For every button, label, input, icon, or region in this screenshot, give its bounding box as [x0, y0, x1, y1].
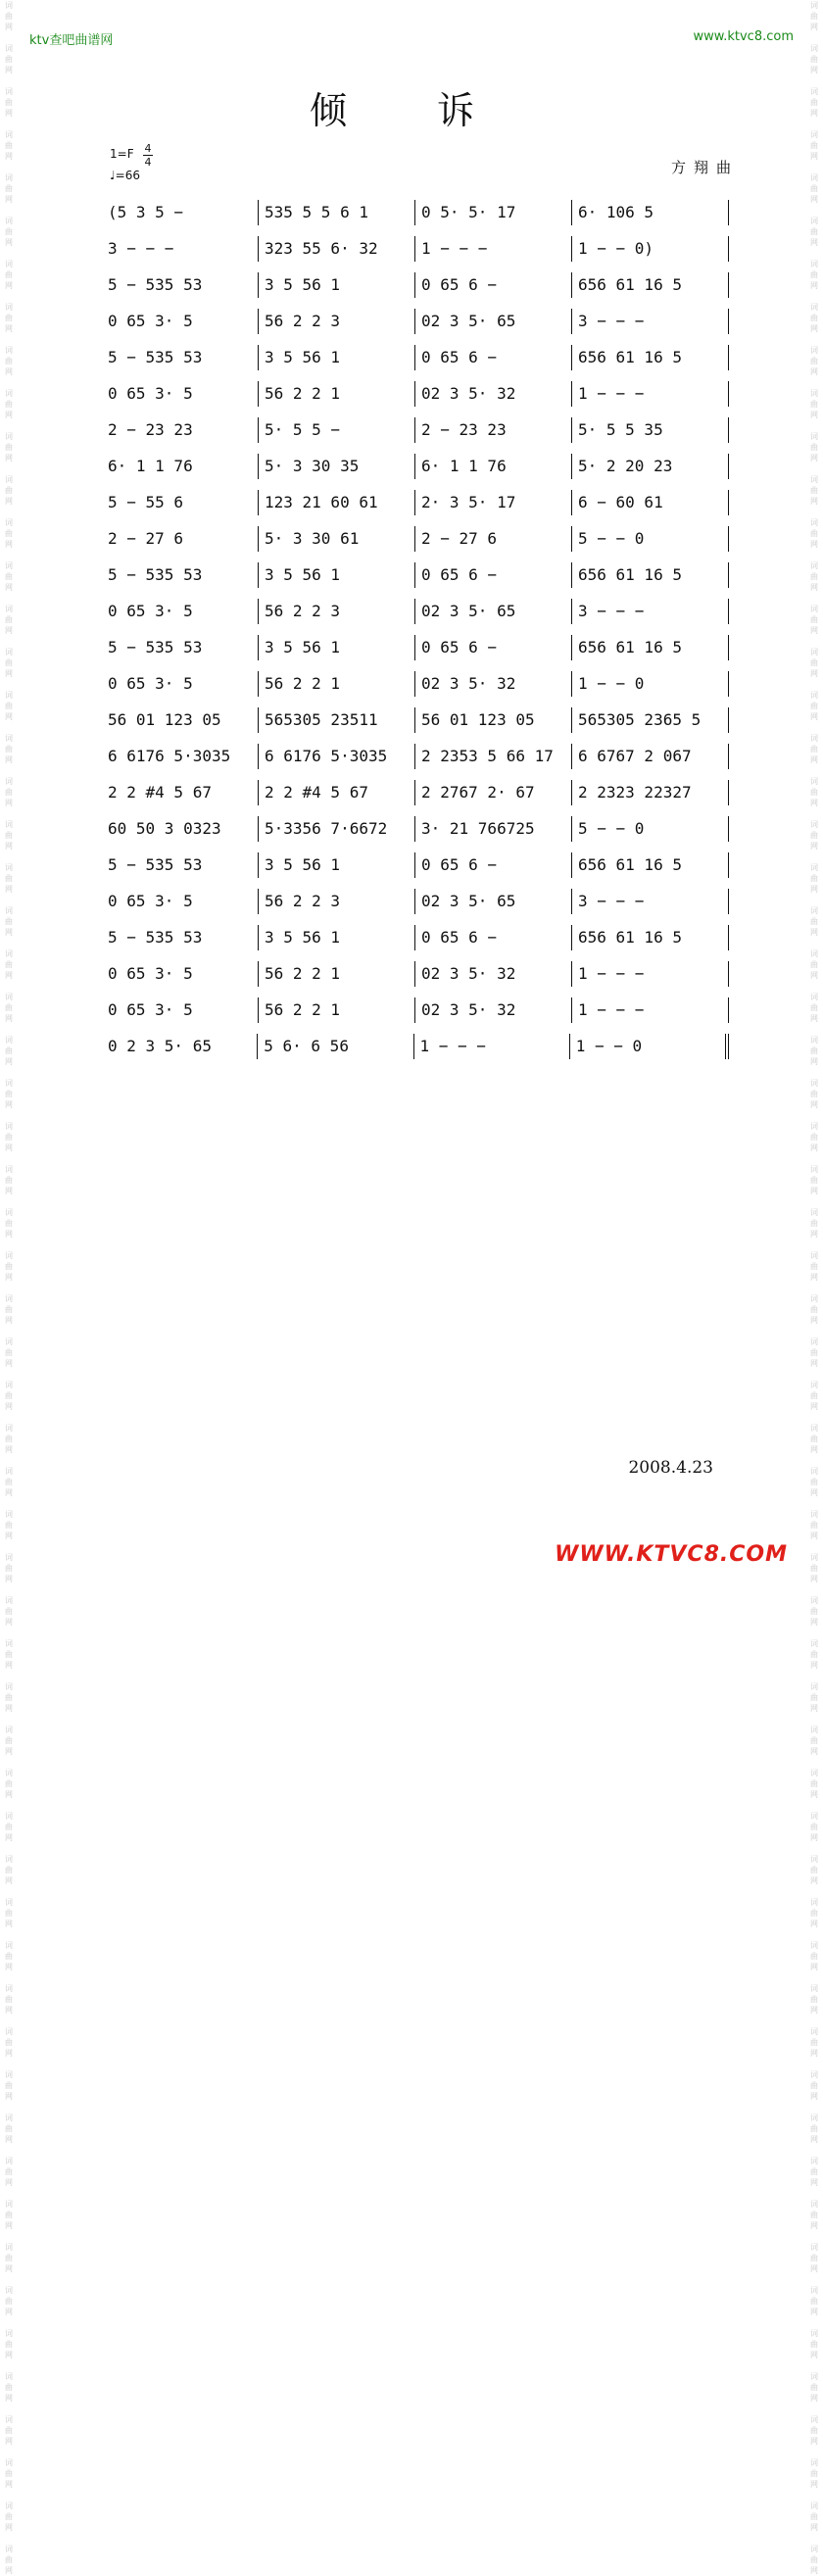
score-date: 2008.4.23 [628, 1458, 713, 1478]
measure: 56 2 2 3 [259, 309, 415, 334]
measure: 123 21 60 61 [259, 490, 415, 515]
score-line [102, 593, 729, 629]
score-line [102, 810, 729, 847]
score-line [102, 702, 729, 738]
side-watermark-right: 词 曲 网 词 曲 网 词 曲 网 词 曲 网 词 曲 网 词 曲 网 词 曲 网 词 曲 网 词 曲 网 词 曲 网 词 曲 网 词 曲 网 词 曲 网 词 曲 网 词 曲 网 词 曲 网 词 曲 网 词 曲 网 词 曲 网 词 曲 网 词 曲 网 词 曲 网 词 曲 网 词 曲 网 词 曲 网 词 曲 网 词 曲 网 词 曲 网 词 曲 网 词 曲 网 词 曲 网 词 曲 网 词 曲 网 词 曲 网 词 曲 网 词 曲 网 词 曲 网 词 曲 网 词 曲 网 词 曲 网 词 曲 网 词 曲 网 词 曲 网 词 曲 网 词 曲 网 词 曲 网 词 曲 网 词 曲 网 词 曲 网 词 曲 网 词 曲 网 词 曲 网 词 曲 网 词 曲 网 词 曲 网 词 曲 网 词 曲 网 词 曲 网 词 曲 网 词 曲 网 [810, 1, 818, 2575]
measure: 0 65 6 − [415, 852, 572, 878]
measure: 565305 23511 [259, 707, 415, 733]
measure: 2· 3 5· 17 [415, 490, 572, 515]
score-line [102, 194, 729, 230]
measure: 5 − 535 53 [102, 852, 259, 878]
measure: 1 − − − [572, 961, 729, 987]
measure: 6 − 60 61 [572, 490, 729, 515]
measure: 3 5 56 1 [259, 562, 415, 588]
measure: 5 − 55 6 [102, 490, 259, 515]
measure: 60 50 3 0323 [102, 816, 259, 842]
score-line [102, 303, 729, 339]
measure: 5 − 535 53 [102, 272, 259, 298]
score-line [102, 629, 729, 665]
score-line [102, 955, 729, 992]
measure: 565305 2365 5 [572, 707, 729, 733]
numbered-score [102, 194, 729, 1064]
measure: 5 − − 0 [572, 816, 729, 842]
measure: 1 − − 0) [572, 236, 729, 262]
measure: 6 6176 5·3035 [259, 744, 415, 769]
measure: 2 2323 22327 [572, 780, 729, 805]
measure: 1 − − − [572, 997, 729, 1023]
measure: 656 61 16 5 [572, 635, 729, 660]
measure: 3 − − − [572, 599, 729, 624]
score-line [102, 230, 729, 267]
measure: 0 65 6 − [415, 635, 572, 660]
measure: 2 2 #4 5 67 [259, 780, 415, 805]
song-title: 倾 诉 [309, 89, 514, 132]
score-line [102, 448, 729, 484]
measure: 56 2 2 1 [259, 381, 415, 407]
measure: 3 5 56 1 [259, 345, 415, 370]
score-line [102, 1028, 729, 1064]
measure: (5 3 5 − [102, 200, 259, 225]
score-line [102, 774, 729, 810]
footer-logo[interactable]: WWW.KTVC8.COM [555, 1542, 788, 1567]
site-name-left[interactable]: ktv查吧曲谱网 [29, 33, 114, 48]
score-line [102, 847, 729, 883]
measure: 2 2 #4 5 67 [102, 780, 259, 805]
time-signature [143, 142, 153, 169]
score-line [102, 267, 729, 303]
side-watermark-left: 词 曲 网 词 曲 网 词 曲 网 词 曲 网 词 曲 网 词 曲 网 词 曲 网 词 曲 网 词 曲 网 词 曲 网 词 曲 网 词 曲 网 词 曲 网 词 曲 网 词 曲 网 词 曲 网 词 曲 网 词 曲 网 词 曲 网 词 曲 网 词 曲 网 词 曲 网 词 曲 网 词 曲 网 词 曲 网 词 曲 网 词 曲 网 词 曲 网 词 曲 网 词 曲 网 词 曲 网 词 曲 网 词 曲 网 词 曲 网 词 曲 网 词 曲 网 词 曲 网 词 曲 网 词 曲 网 词 曲 网 词 曲 网 词 曲 网 词 曲 网 词 曲 网 词 曲 网 词 曲 网 词 曲 网 词 曲 网 词 曲 网 词 曲 网 词 曲 网 词 曲 网 词 曲 网 词 曲 网 词 曲 网 词 曲 网 词 曲 网 词 曲 网 词 曲 网 词 曲 网 [5, 1, 13, 2575]
score-line [102, 339, 729, 375]
measure: 323 55 6· 32 [259, 236, 415, 262]
score-line [102, 883, 729, 919]
measure: 5 − 535 53 [102, 635, 259, 660]
key-signature: 1=F [110, 147, 134, 161]
measure: 56 01 123 05 [102, 707, 259, 733]
meter-top: 4 [144, 142, 152, 155]
measure: 656 61 16 5 [572, 925, 729, 950]
measure: 3 − − − [572, 309, 729, 334]
measure: 1 − − − [572, 381, 729, 407]
site-url-right[interactable]: www.ktvc8.com [693, 29, 794, 44]
measure: 1 − − − [414, 1034, 570, 1059]
measure: 0 65 3· 5 [102, 671, 259, 697]
measure: 2 − 27 6 [415, 526, 572, 552]
measure: 5· 3 30 61 [259, 526, 415, 552]
measure: 6· 106 5 [572, 200, 729, 225]
measure: 2 − 23 23 [102, 417, 259, 443]
measure: 5 − 535 53 [102, 562, 259, 588]
measure: 5 − 535 53 [102, 345, 259, 370]
measure: 0 2 3 5· 65 [102, 1034, 258, 1059]
measure: 0 65 3· 5 [102, 309, 259, 334]
measure: 1 − − 0 [570, 1034, 729, 1059]
score-line [102, 992, 729, 1028]
measure: 02 3 5· 65 [415, 309, 572, 334]
composer-credit: 方翔曲 [670, 159, 739, 176]
tempo-marking: ♩=66 [110, 169, 140, 182]
measure: 5· 5 5 − [259, 417, 415, 443]
measure: 02 3 5· 32 [415, 381, 572, 407]
score-line [102, 919, 729, 955]
measure: 6 6176 5·3035 [102, 744, 259, 769]
measure: 656 61 16 5 [572, 562, 729, 588]
measure: 3 − − − [572, 889, 729, 914]
score-line [102, 557, 729, 593]
measure: 0 65 3· 5 [102, 997, 259, 1023]
measure: 02 3 5· 32 [415, 671, 572, 697]
measure: 6· 1 1 76 [102, 454, 259, 479]
measure: 0 65 3· 5 [102, 381, 259, 407]
measure: 3 − − − [102, 236, 259, 262]
measure: 5 − 535 53 [102, 925, 259, 950]
score-line [102, 484, 729, 520]
meter-bottom: 4 [144, 156, 152, 169]
measure: 3 5 56 1 [259, 925, 415, 950]
measure: 0 65 6 − [415, 925, 572, 950]
measure: 56 2 2 1 [259, 961, 415, 987]
measure: 5· 2 20 23 [572, 454, 729, 479]
measure: 656 61 16 5 [572, 272, 729, 298]
measure: 3 5 56 1 [259, 635, 415, 660]
measure: 656 61 16 5 [572, 345, 729, 370]
measure: 0 65 6 − [415, 272, 572, 298]
measure: 56 2 2 1 [259, 671, 415, 697]
measure: 0 65 3· 5 [102, 961, 259, 987]
measure: 6 6767 2 067 [572, 744, 729, 769]
measure: 02 3 5· 32 [415, 961, 572, 987]
measure: 3· 21 766725 [415, 816, 572, 842]
measure: 56 2 2 3 [259, 599, 415, 624]
measure: 5 6· 6 56 [258, 1034, 413, 1059]
measure: 0 65 3· 5 [102, 599, 259, 624]
measure: 56 2 2 1 [259, 997, 415, 1023]
measure: 3 5 56 1 [259, 272, 415, 298]
measure: 02 3 5· 65 [415, 599, 572, 624]
measure: 1 − − − [415, 236, 572, 262]
measure: 56 01 123 05 [415, 707, 572, 733]
score-line [102, 412, 729, 448]
measure: 02 3 5· 65 [415, 889, 572, 914]
measure: 656 61 16 5 [572, 852, 729, 878]
measure: 2 − 27 6 [102, 526, 259, 552]
measure: 2 − 23 23 [415, 417, 572, 443]
measure: 02 3 5· 32 [415, 997, 572, 1023]
measure: 1 − − 0 [572, 671, 729, 697]
measure: 0 65 6 − [415, 562, 572, 588]
measure: 6· 1 1 76 [415, 454, 572, 479]
measure: 56 2 2 3 [259, 889, 415, 914]
measure: 5 − − 0 [572, 526, 729, 552]
measure: 3 5 56 1 [259, 852, 415, 878]
score-line [102, 375, 729, 412]
measure: 2 2767 2· 67 [415, 780, 572, 805]
measure: 2 2353 5 66 17 [415, 744, 572, 769]
measure: 0 5· 5· 17 [415, 200, 572, 225]
measure: 0 65 6 − [415, 345, 572, 370]
measure: 5· 5 5 35 [572, 417, 729, 443]
score-line [102, 520, 729, 557]
measure: 5·3356 7·6672 [259, 816, 415, 842]
score-line [102, 665, 729, 702]
score-line [102, 738, 729, 774]
measure: 5· 3 30 35 [259, 454, 415, 479]
measure: 535 5 5 6 1 [259, 200, 415, 225]
measure: 0 65 3· 5 [102, 889, 259, 914]
